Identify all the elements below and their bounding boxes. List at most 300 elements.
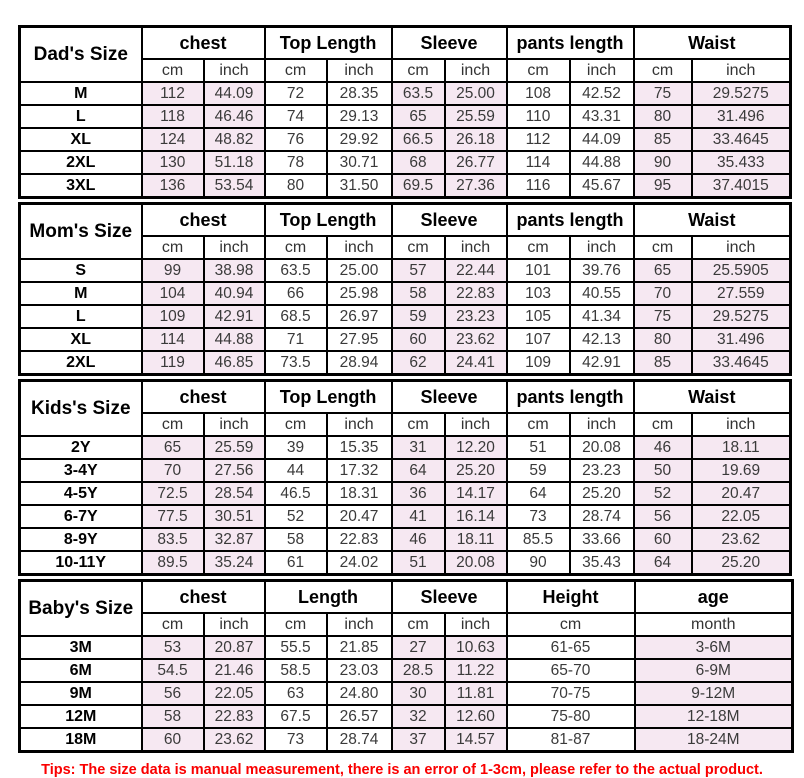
measurement-value: 46.85 <box>204 351 265 375</box>
measurement-value: 66 <box>265 282 327 305</box>
size-table-dads <box>18 25 792 199</box>
column-group-label: Top Length <box>265 204 392 237</box>
table-row <box>20 505 791 528</box>
unit-label: inch <box>570 59 634 82</box>
measurement-value: 46 <box>634 436 692 459</box>
measurement-value: 70-75 <box>507 682 635 705</box>
measurement-value: 28.74 <box>570 505 634 528</box>
measurement-value: 18.31 <box>327 482 392 505</box>
measurement-value: 52 <box>634 482 692 505</box>
measurement-value: 21.85 <box>327 636 392 659</box>
column-group-label: Sleeve <box>392 204 507 237</box>
measurement-value: 124 <box>142 128 204 151</box>
measurement-value: 14.57 <box>445 728 507 752</box>
column-group-label: Height <box>507 581 635 614</box>
measurement-value: 46 <box>392 528 445 551</box>
measurement-value: 22.05 <box>204 682 265 705</box>
table-row <box>20 682 793 705</box>
measurement-value: 20.47 <box>327 505 392 528</box>
table-row <box>20 128 791 151</box>
measurement-value: 27.95 <box>327 328 392 351</box>
column-group-label: Sleeve <box>392 381 507 414</box>
unit-label: cm <box>265 59 327 82</box>
measurement-value: 114 <box>142 328 204 351</box>
measurement-value: 73.5 <box>265 351 327 375</box>
measurement-value: 37.4015 <box>692 174 791 198</box>
measurement-value: 9-12M <box>635 682 793 705</box>
unit-label: cm <box>265 236 327 259</box>
unit-label: cm <box>507 413 570 436</box>
measurement-value: 39.76 <box>570 259 634 282</box>
column-group-label: Sleeve <box>392 581 507 614</box>
measurement-value: 32 <box>392 705 445 728</box>
unit-label: inch <box>570 236 634 259</box>
section-title-babys: Baby's Size <box>20 581 142 637</box>
column-group-label: pants length <box>507 204 634 237</box>
measurement-value: 21.46 <box>204 659 265 682</box>
size-label: 3XL <box>20 174 142 198</box>
measurement-value: 54.5 <box>142 659 204 682</box>
column-group-label: pants length <box>507 27 634 60</box>
size-label: 9M <box>20 682 142 705</box>
measurement-value: 22.83 <box>327 528 392 551</box>
size-label: L <box>20 105 142 128</box>
measurement-value: 72.5 <box>142 482 204 505</box>
measurement-value: 30.51 <box>204 505 265 528</box>
size-label: 8-9Y <box>20 528 142 551</box>
unit-label: cm <box>142 59 204 82</box>
measurement-value: 25.20 <box>445 459 507 482</box>
size-label: M <box>20 282 142 305</box>
column-group-label: Waist <box>634 204 791 237</box>
unit-label: cm <box>392 236 445 259</box>
unit-label: cm <box>392 413 445 436</box>
measurement-value: 18.11 <box>445 528 507 551</box>
measurement-value: 31.496 <box>692 328 791 351</box>
measurement-value: 27.56 <box>204 459 265 482</box>
measurement-value: 36 <box>392 482 445 505</box>
unit-label: inch <box>204 613 265 636</box>
unit-label: cm <box>634 59 692 82</box>
measurement-value: 75 <box>634 305 692 328</box>
measurement-value: 28.74 <box>327 728 392 752</box>
column-group-label: chest <box>142 204 265 237</box>
measurement-value: 58.5 <box>265 659 327 682</box>
measurement-value: 90 <box>634 151 692 174</box>
measurement-value: 112 <box>507 128 570 151</box>
measurement-value: 44.09 <box>570 128 634 151</box>
measurement-value: 76 <box>265 128 327 151</box>
measurement-value: 64 <box>507 482 570 505</box>
size-label: 3-4Y <box>20 459 142 482</box>
measurement-value: 81-87 <box>507 728 635 752</box>
measurement-value: 80 <box>265 174 327 198</box>
measurement-value: 26.97 <box>327 305 392 328</box>
measurement-value: 58 <box>392 282 445 305</box>
size-table-babys <box>18 579 794 753</box>
size-label: 18M <box>20 728 142 752</box>
measurement-value: 17.32 <box>327 459 392 482</box>
column-group-label: Top Length <box>265 27 392 60</box>
measurement-value: 90 <box>507 551 570 575</box>
measurement-value: 119 <box>142 351 204 375</box>
measurement-value: 85.5 <box>507 528 570 551</box>
measurement-value: 105 <box>507 305 570 328</box>
unit-label: cm <box>634 236 692 259</box>
measurement-value: 99 <box>142 259 204 282</box>
measurement-value: 24.02 <box>327 551 392 575</box>
measurement-value: 20.87 <box>204 636 265 659</box>
measurement-value: 27.559 <box>692 282 791 305</box>
measurement-value: 72 <box>265 82 327 105</box>
table-row <box>20 328 791 351</box>
measurement-value: 75-80 <box>507 705 635 728</box>
measurement-value: 59 <box>392 305 445 328</box>
measurement-value: 23.62 <box>204 728 265 752</box>
unit-label: inch <box>445 413 507 436</box>
size-label: 6M <box>20 659 142 682</box>
size-label: 4-5Y <box>20 482 142 505</box>
table-row <box>20 459 791 482</box>
measurement-value: 18.11 <box>692 436 791 459</box>
size-table-kids <box>18 379 792 576</box>
measurement-value: 85 <box>634 351 692 375</box>
table-row <box>20 436 791 459</box>
measurement-value: 22.83 <box>445 282 507 305</box>
measurement-value: 104 <box>142 282 204 305</box>
measurement-value: 130 <box>142 151 204 174</box>
measurement-value: 108 <box>507 82 570 105</box>
measurement-value: 22.44 <box>445 259 507 282</box>
unit-label: inch <box>445 59 507 82</box>
measurement-value: 25.98 <box>327 282 392 305</box>
measurement-value: 25.5905 <box>692 259 791 282</box>
unit-label: cm <box>265 413 327 436</box>
measurement-value: 101 <box>507 259 570 282</box>
measurement-value: 30 <box>392 682 445 705</box>
measurement-value: 29.5275 <box>692 82 791 105</box>
measurement-value: 89.5 <box>142 551 204 575</box>
measurement-value: 103 <box>507 282 570 305</box>
measurement-value: 26.18 <box>445 128 507 151</box>
measurement-value: 70 <box>634 282 692 305</box>
measurement-value: 33.4645 <box>692 128 791 151</box>
table-row <box>20 351 791 375</box>
measurement-value: 14.17 <box>445 482 507 505</box>
measurement-value: 23.62 <box>445 328 507 351</box>
measurement-value: 67.5 <box>265 705 327 728</box>
size-label: 2Y <box>20 436 142 459</box>
measurement-value: 31.50 <box>327 174 392 198</box>
measurement-value: 73 <box>507 505 570 528</box>
measurement-value: 27.36 <box>445 174 507 198</box>
unit-label: cm <box>265 613 327 636</box>
measurement-value: 64 <box>392 459 445 482</box>
measurement-value: 25.59 <box>445 105 507 128</box>
column-group-label: pants length <box>507 381 634 414</box>
measurement-value: 44 <box>265 459 327 482</box>
measurement-value: 26.77 <box>445 151 507 174</box>
measurement-value: 20.08 <box>445 551 507 575</box>
measurement-value: 3-6M <box>635 636 793 659</box>
measurement-value: 46.46 <box>204 105 265 128</box>
unit-label: inch <box>204 59 265 82</box>
measurement-value: 136 <box>142 174 204 198</box>
measurement-value: 11.22 <box>445 659 507 682</box>
table-row <box>20 259 791 282</box>
table-row <box>20 151 791 174</box>
measurement-value: 52 <box>265 505 327 528</box>
column-group-label: Waist <box>634 381 791 414</box>
measurement-value: 74 <box>265 105 327 128</box>
measurement-value: 107 <box>507 328 570 351</box>
measurement-value: 53.54 <box>204 174 265 198</box>
size-label: XL <box>20 128 142 151</box>
table-row <box>20 551 791 575</box>
size-label: 6-7Y <box>20 505 142 528</box>
measurement-value: 42.91 <box>204 305 265 328</box>
table-row <box>20 705 793 728</box>
measurement-value: 71 <box>265 328 327 351</box>
table-row <box>20 482 791 505</box>
measurement-value: 28.54 <box>204 482 265 505</box>
measurement-value: 40.55 <box>570 282 634 305</box>
tips-text: Tips: The size data is manual measurement, there is an error of 1-3cm, please refer to the actual product. <box>41 762 763 778</box>
measurement-value: 55.5 <box>265 636 327 659</box>
table-row <box>20 282 791 305</box>
measurement-value: 37 <box>392 728 445 752</box>
measurement-value: 15.35 <box>327 436 392 459</box>
measurement-value: 35.433 <box>692 151 791 174</box>
size-label: 3M <box>20 636 142 659</box>
size-label: 10-11Y <box>20 551 142 575</box>
unit-label: cm <box>507 613 635 636</box>
measurement-value: 114 <box>507 151 570 174</box>
measurement-value: 60 <box>392 328 445 351</box>
measurement-value: 12.60 <box>445 705 507 728</box>
section-title-kids: Kids's Size <box>20 381 142 437</box>
measurement-value: 62 <box>392 351 445 375</box>
measurement-value: 116 <box>507 174 570 198</box>
measurement-value: 23.03 <box>327 659 392 682</box>
measurement-value: 6-9M <box>635 659 793 682</box>
unit-label: month <box>635 613 793 636</box>
unit-label: inch <box>692 59 791 82</box>
measurement-value: 65-70 <box>507 659 635 682</box>
measurement-value: 10.63 <box>445 636 507 659</box>
unit-label: inch <box>570 413 634 436</box>
measurement-value: 25.00 <box>445 82 507 105</box>
measurement-value: 23.23 <box>570 459 634 482</box>
unit-label: cm <box>142 413 204 436</box>
measurement-value: 23.23 <box>445 305 507 328</box>
unit-label: cm <box>507 236 570 259</box>
measurement-value: 31 <box>392 436 445 459</box>
section-title-dads: Dad's Size <box>20 27 142 83</box>
measurement-value: 29.92 <box>327 128 392 151</box>
measurement-value: 109 <box>142 305 204 328</box>
unit-label: cm <box>392 613 445 636</box>
measurement-value: 35.43 <box>570 551 634 575</box>
measurement-value: 41.34 <box>570 305 634 328</box>
table-row <box>20 305 791 328</box>
measurement-value: 77.5 <box>142 505 204 528</box>
unit-label: cm <box>142 613 204 636</box>
measurement-value: 61 <box>265 551 327 575</box>
measurement-value: 48.82 <box>204 128 265 151</box>
measurement-value: 66.5 <box>392 128 445 151</box>
measurement-value: 63.5 <box>265 259 327 282</box>
measurement-value: 56 <box>634 505 692 528</box>
column-group-label: Waist <box>634 27 791 60</box>
measurement-value: 80 <box>634 105 692 128</box>
measurement-value: 31.496 <box>692 105 791 128</box>
measurement-value: 26.57 <box>327 705 392 728</box>
measurement-value: 24.41 <box>445 351 507 375</box>
measurement-value: 112 <box>142 82 204 105</box>
measurement-value: 57 <box>392 259 445 282</box>
measurement-value: 19.69 <box>692 459 791 482</box>
measurement-value: 27 <box>392 636 445 659</box>
measurement-value: 60 <box>142 728 204 752</box>
size-label: S <box>20 259 142 282</box>
measurement-value: 38.98 <box>204 259 265 282</box>
measurement-value: 40.94 <box>204 282 265 305</box>
measurement-value: 33.4645 <box>692 351 791 375</box>
column-group-label: Length <box>265 581 392 614</box>
measurement-value: 44.09 <box>204 82 265 105</box>
size-label: 2XL <box>20 351 142 375</box>
size-label: M <box>20 82 142 105</box>
size-label: L <box>20 305 142 328</box>
measurement-value: 42.52 <box>570 82 634 105</box>
section-title-moms: Mom's Size <box>20 204 142 260</box>
column-group-label: Sleeve <box>392 27 507 60</box>
unit-label: inch <box>327 236 392 259</box>
measurement-value: 65 <box>634 259 692 282</box>
measurement-value: 61-65 <box>507 636 635 659</box>
measurement-value: 30.71 <box>327 151 392 174</box>
size-table-moms <box>18 202 792 376</box>
measurement-value: 41 <box>392 505 445 528</box>
column-group-label: chest <box>142 381 265 414</box>
table-row <box>20 82 791 105</box>
table-row <box>20 728 793 752</box>
measurement-value: 65 <box>392 105 445 128</box>
measurement-value: 118 <box>142 105 204 128</box>
measurement-value: 63 <box>265 682 327 705</box>
measurement-value: 45.67 <box>570 174 634 198</box>
measurement-value: 12.20 <box>445 436 507 459</box>
measurement-value: 60 <box>634 528 692 551</box>
measurement-value: 42.13 <box>570 328 634 351</box>
measurement-value: 25.59 <box>204 436 265 459</box>
measurement-value: 43.31 <box>570 105 634 128</box>
measurement-value: 25.00 <box>327 259 392 282</box>
column-group-label: age <box>635 581 793 614</box>
unit-label: inch <box>327 59 392 82</box>
unit-label: cm <box>142 236 204 259</box>
column-group-label: Top Length <box>265 381 392 414</box>
measurement-value: 83.5 <box>142 528 204 551</box>
measurement-value: 28.94 <box>327 351 392 375</box>
measurement-value: 22.05 <box>692 505 791 528</box>
measurement-value: 29.13 <box>327 105 392 128</box>
measurement-value: 58 <box>265 528 327 551</box>
measurement-value: 33.66 <box>570 528 634 551</box>
measurement-value: 64 <box>634 551 692 575</box>
measurement-value: 95 <box>634 174 692 198</box>
unit-label: inch <box>327 413 392 436</box>
table-row <box>20 528 791 551</box>
measurement-value: 32.87 <box>204 528 265 551</box>
measurement-value: 110 <box>507 105 570 128</box>
measurement-value: 70 <box>142 459 204 482</box>
measurement-value: 44.88 <box>570 151 634 174</box>
measurement-value: 35.24 <box>204 551 265 575</box>
measurement-value: 18-24M <box>635 728 793 752</box>
measurement-value: 85 <box>634 128 692 151</box>
table-row <box>20 636 793 659</box>
column-group-label: chest <box>142 581 265 614</box>
measurement-value: 28.35 <box>327 82 392 105</box>
measurement-value: 16.14 <box>445 505 507 528</box>
measurement-value: 25.20 <box>570 482 634 505</box>
measurement-value: 73 <box>265 728 327 752</box>
measurement-value: 51 <box>507 436 570 459</box>
unit-label: inch <box>327 613 392 636</box>
measurement-value: 23.62 <box>692 528 791 551</box>
measurement-value: 68 <box>392 151 445 174</box>
measurement-value: 63.5 <box>392 82 445 105</box>
measurement-value: 68.5 <box>265 305 327 328</box>
measurement-value: 56 <box>142 682 204 705</box>
measurement-value: 46.5 <box>265 482 327 505</box>
size-label: XL <box>20 328 142 351</box>
measurement-value: 59 <box>507 459 570 482</box>
unit-label: cm <box>392 59 445 82</box>
measurement-value: 39 <box>265 436 327 459</box>
measurement-value: 29.5275 <box>692 305 791 328</box>
measurement-value: 44.88 <box>204 328 265 351</box>
unit-label: cm <box>507 59 570 82</box>
measurement-value: 75 <box>634 82 692 105</box>
size-label: 12M <box>20 705 142 728</box>
table-row <box>20 105 791 128</box>
unit-label: cm <box>634 413 692 436</box>
measurement-value: 12-18M <box>635 705 793 728</box>
unit-label: inch <box>692 413 791 436</box>
measurement-value: 42.91 <box>570 351 634 375</box>
measurement-value: 25.20 <box>692 551 791 575</box>
measurement-value: 22.83 <box>204 705 265 728</box>
measurement-value: 28.5 <box>392 659 445 682</box>
measurement-value: 20.47 <box>692 482 791 505</box>
unit-label: inch <box>445 236 507 259</box>
measurement-value: 65 <box>142 436 204 459</box>
measurement-value: 51 <box>392 551 445 575</box>
column-group-label: chest <box>142 27 265 60</box>
measurement-value: 20.08 <box>570 436 634 459</box>
table-row <box>20 659 793 682</box>
unit-label: inch <box>204 236 265 259</box>
unit-label: inch <box>445 613 507 636</box>
measurement-value: 53 <box>142 636 204 659</box>
size-label: 2XL <box>20 151 142 174</box>
measurement-value: 11.81 <box>445 682 507 705</box>
unit-label: inch <box>204 413 265 436</box>
measurement-value: 109 <box>507 351 570 375</box>
